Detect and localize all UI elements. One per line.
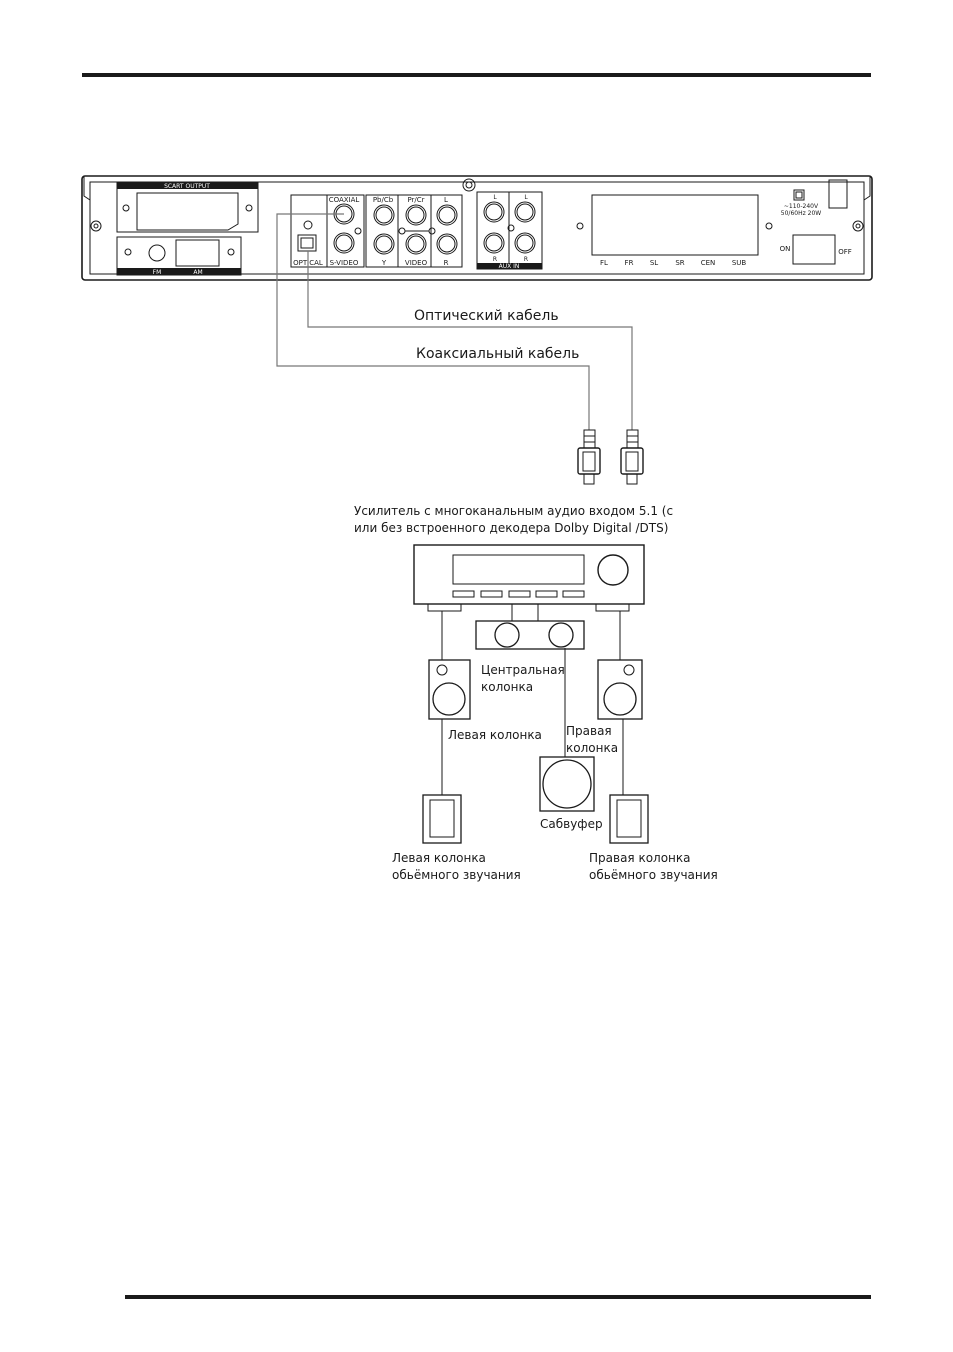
multichannel-output-block xyxy=(577,195,772,267)
coaxial-plug xyxy=(578,430,600,484)
speaker-wiring xyxy=(442,604,623,795)
right-surround-speaker xyxy=(610,795,648,843)
output-fl: FL xyxy=(600,259,608,267)
center-speaker xyxy=(476,621,584,649)
power-rating-label: 50/60Hz 20W xyxy=(780,210,822,217)
power-switch xyxy=(793,235,835,264)
left-surround-label-line2: обьёмного звучания xyxy=(392,868,521,882)
output-sr: SR xyxy=(675,259,685,267)
left-speaker xyxy=(429,660,470,719)
optical-plug xyxy=(621,430,643,484)
svideo-label: S-VIDEO xyxy=(329,259,359,267)
fm-label: FM xyxy=(152,269,162,276)
on-label: ON xyxy=(779,245,791,253)
left-surround-label-line1: Левая колонка xyxy=(392,851,486,865)
aux-r2-label: R xyxy=(523,256,529,263)
output-cen: CEN xyxy=(700,259,716,267)
coaxial-label: COAXIAL xyxy=(328,196,360,204)
optical-cable xyxy=(308,251,632,430)
video-audio-block xyxy=(366,195,462,267)
amplifier-knob xyxy=(598,555,628,585)
off-label: OFF xyxy=(838,248,852,256)
right-speaker xyxy=(598,660,642,719)
right-surround-label-line2: обьёмного звучания xyxy=(589,868,718,882)
audio-r-label: R xyxy=(443,259,449,267)
output-sub: SUB xyxy=(731,259,747,267)
amplifier-label-line1: Усилитель с многоканальным аудио входом 5.1 (с xyxy=(354,504,674,518)
top-rule xyxy=(82,73,871,77)
scart-output xyxy=(117,182,258,232)
center-speaker-label-line1: Центральная xyxy=(481,663,565,677)
coaxial-cable-label: Коаксиальный кабель xyxy=(416,346,580,362)
aux-l1-label: L xyxy=(493,194,497,201)
center-speaker-label-line2: колонка xyxy=(481,680,534,694)
aux-r1-label: R xyxy=(492,256,498,263)
y-label: Y xyxy=(381,259,387,267)
video-label: VIDEO xyxy=(404,259,428,267)
aux-in-label: AUX IN xyxy=(498,263,520,270)
bottom-rule xyxy=(125,1295,871,1299)
optical-label: OPTICAL xyxy=(293,259,323,267)
aux-l2-label: L xyxy=(524,194,528,201)
right-speaker-label-line2: колонка xyxy=(566,741,619,755)
subwoofer-label: Сабвуфер xyxy=(540,817,603,831)
left-speaker-label: Левая колонка xyxy=(448,728,542,742)
amplifier xyxy=(414,545,644,611)
aux-in-block xyxy=(477,192,542,270)
svideo-jack xyxy=(334,233,354,253)
rear-panel xyxy=(82,176,872,280)
power-block xyxy=(780,180,852,264)
left-surround-speaker xyxy=(423,795,461,843)
antenna-inputs xyxy=(117,237,241,276)
amplifier-display xyxy=(453,555,584,584)
voltage-label: ~110-240V xyxy=(783,203,819,210)
output-fr: FR xyxy=(624,259,634,267)
audio-l-label: L xyxy=(444,196,448,204)
optical-cable-label: Оптический кабель xyxy=(414,308,559,324)
pbcb-label: Pb/Cb xyxy=(372,196,394,204)
right-surround-label-line1: Правая колонка xyxy=(589,851,691,865)
right-speaker-label-line1: Правая xyxy=(566,724,612,738)
scart-label: SCART OUTPUT xyxy=(164,183,210,190)
subwoofer xyxy=(540,757,594,811)
output-sl: SL xyxy=(649,259,659,267)
amplifier-label-line2: или без встроенного декодера Dolby Digital /DTS) xyxy=(354,521,669,535)
digital-audio-block xyxy=(291,195,364,267)
prcr-label: Pr/Cr xyxy=(407,196,425,204)
am-label: AM xyxy=(193,269,203,276)
